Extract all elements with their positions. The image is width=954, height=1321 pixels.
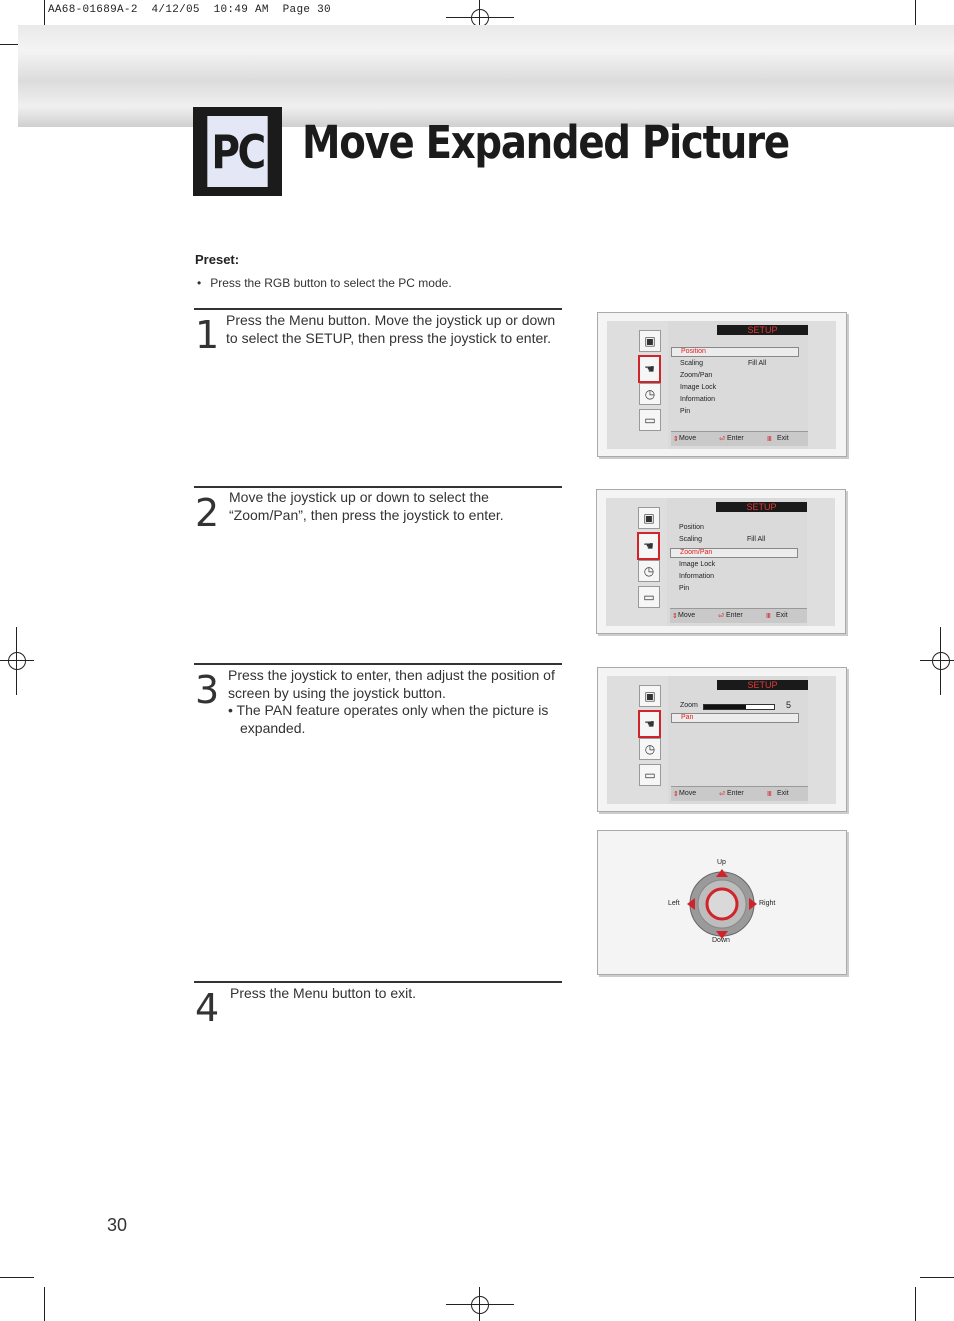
menu-item-image-lock: Image Lock [679, 561, 716, 568]
tv-icon: ▭ [639, 409, 661, 431]
menu-item-information: Information [680, 396, 716, 403]
registration-mark [932, 652, 950, 670]
osd-header: SETUP [716, 502, 807, 512]
joystick-up-label: Up [717, 859, 726, 866]
footer-move: Move [679, 790, 697, 797]
osd-header: SETUP [717, 680, 808, 690]
menu-item-pan: Pan [671, 713, 799, 723]
step-divider [194, 663, 562, 665]
osd-footer [671, 431, 808, 446]
setup-icon: ☚ [638, 355, 661, 383]
exit-icon: Ⅲ [766, 613, 771, 620]
menu-item-pin: Pin [680, 408, 691, 415]
registration-mark [471, 1296, 489, 1314]
osd-screen-zoom-pan [596, 489, 846, 634]
footer-enter: Enter [727, 435, 744, 442]
setup-icon: ☚ [638, 710, 661, 738]
joystick-left-label: Left [668, 900, 680, 907]
osd-footer [671, 786, 808, 801]
enter-icon: ⏎ [719, 791, 725, 798]
clock-icon: ◷ [639, 383, 661, 405]
pc-badge-label: PC [207, 116, 267, 187]
tv-icon: ▭ [638, 586, 660, 608]
crop-mark [0, 1277, 34, 1278]
print-slug: AA68-01689A-2 4/12/05 10:49 AM Page 30 [48, 4, 331, 16]
osd-icon-column [639, 680, 663, 804]
joystick-right-label: Right [759, 900, 776, 907]
setup-icon: ☚ [637, 532, 660, 560]
menu-item-position: Position [671, 347, 799, 357]
osd-menu [668, 676, 808, 804]
page-title: Move Expanded Picture [302, 116, 789, 169]
move-icon: ⇕ [673, 791, 679, 798]
zoom-slider-fill [704, 705, 746, 709]
footer-enter: Enter [726, 612, 743, 619]
zoom-slider [703, 704, 775, 710]
osd-menu [667, 498, 807, 626]
osd-icon-column [638, 502, 662, 626]
step-divider [194, 308, 562, 310]
enter-icon: ⏎ [718, 613, 724, 620]
step-text: Move the joystick up or down to select the “Zoom/Pan”, then press the joystick to enter. [229, 489, 504, 523]
clock-icon: ◷ [638, 560, 660, 582]
preset-item: • Press the RGB button to select the PC mode. [197, 276, 452, 290]
step-text-note: • The PAN feature operates only when the picture is expanded. [228, 702, 549, 736]
joystick-diagram [597, 830, 847, 975]
osd-icon-column [639, 325, 663, 449]
osd-menu [668, 321, 808, 449]
osd-header: SETUP [717, 325, 808, 335]
exit-icon: Ⅲ [767, 436, 772, 443]
picture-icon: ▣ [639, 685, 661, 707]
tv-icon: ▭ [639, 764, 661, 786]
preset-label: Preset: [195, 252, 240, 267]
page-number: 30 [107, 1215, 128, 1235]
footer-enter: Enter [727, 790, 744, 797]
step-divider [194, 981, 562, 983]
menu-item-information: Information [679, 573, 715, 580]
step-text-main: Press the joystick to enter, then adjust the position of screen by using the joystick button. [228, 667, 555, 701]
menu-item-position: Position [679, 524, 704, 531]
clock-icon: ◷ [639, 738, 661, 760]
footer-exit: Exit [776, 612, 788, 619]
move-icon: ⇕ [673, 436, 679, 443]
scaling-value: Fill All [748, 360, 767, 367]
exit-icon: Ⅲ [767, 791, 772, 798]
menu-item-scaling: Scaling [680, 360, 703, 367]
menu-item-pin: Pin [679, 585, 690, 592]
menu-item-zoom-pan: Zoom/Pan [680, 372, 713, 379]
footer-exit: Exit [777, 435, 789, 442]
step-number: 4 [195, 986, 220, 1030]
footer-exit: Exit [777, 790, 789, 797]
step-number: 1 [195, 313, 220, 357]
scaling-value: Fill All [747, 536, 766, 543]
menu-item-scaling: Scaling [679, 536, 702, 543]
zoom-value: 5 [786, 700, 792, 710]
joystick-center-button [707, 889, 737, 919]
joystick-down-label: Down [712, 937, 730, 944]
step-number: 2 [195, 491, 220, 535]
pc-badge [193, 107, 282, 196]
crop-mark [44, 1287, 45, 1321]
registration-mark [8, 652, 26, 670]
step-divider [194, 486, 562, 488]
menu-item-image-lock: Image Lock [680, 384, 717, 391]
osd-screen-zoom [597, 667, 847, 812]
header-banner [18, 25, 954, 127]
step-text: Press the Menu button to exit. [230, 985, 416, 1001]
preset-item-text: Press the RGB button to select the PC mode. [210, 276, 452, 290]
move-icon: ⇕ [672, 613, 678, 620]
menu-item-zoom-pan: Zoom/Pan [670, 548, 798, 558]
zoom-label: Zoom [680, 702, 698, 709]
crop-mark [920, 1277, 954, 1278]
enter-icon: ⏎ [719, 436, 725, 443]
step-number: 3 [195, 668, 220, 712]
picture-icon: ▣ [638, 507, 660, 529]
picture-icon: ▣ [639, 330, 661, 352]
footer-move: Move [678, 612, 696, 619]
osd-footer [670, 608, 807, 623]
joystick-graphic [598, 831, 846, 974]
step-text: Press the Menu button. Move the joystick up or down to select the SETUP, then press the joystick to enter. [226, 312, 556, 346]
footer-move: Move [679, 435, 697, 442]
osd-screen-setup [597, 312, 847, 457]
crop-mark [915, 1287, 916, 1321]
step-text [228, 667, 563, 737]
